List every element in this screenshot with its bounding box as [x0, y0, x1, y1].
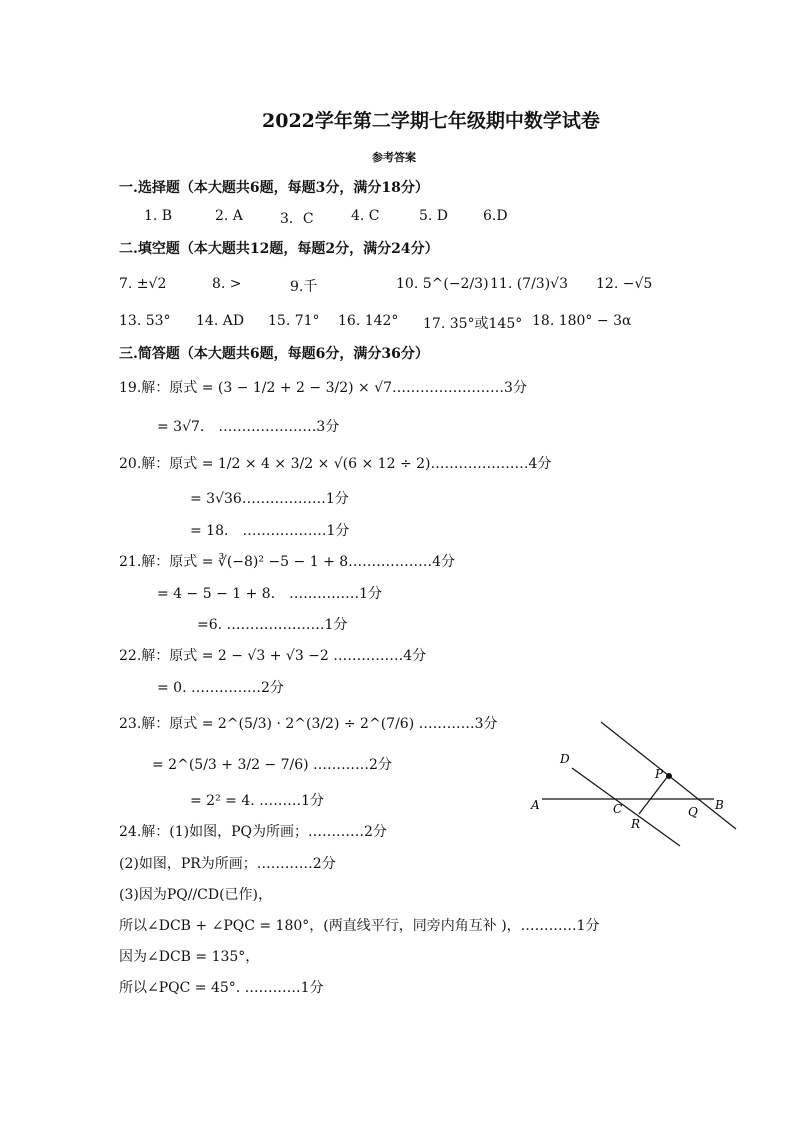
fill-answer: 9.千 [290, 279, 318, 295]
fill-answer: 17. 35°或145° [423, 316, 523, 332]
segment-pr [639, 776, 668, 814]
section-short-answer-heading: 三.简答题（本大题共6题，每题6分，满分36分） [119, 346, 429, 362]
section-choice-heading: 一.选择题（本大题共6题，每题3分，满分18分） [119, 180, 429, 196]
fill-answer: 18. 180° − 3α [532, 313, 632, 329]
page-title: 2022学年第二学期七年级期中数学试卷 [262, 110, 600, 132]
choice-answer: 5. D [419, 208, 449, 224]
geometry-figure [526, 716, 746, 856]
label-q: Q [688, 805, 698, 819]
section-fill-heading: 二.填空题（本大题共12题，每题2分，满分24分） [119, 241, 439, 257]
fill-answer: 10. 5^(−2/3) [396, 276, 489, 292]
q19-line: = 3√7． …………………3分 [157, 419, 340, 435]
q23-line: 23.解：原式 = 2^(5/3) · 2^(3/2) ÷ 2^(7/6) …………3分 [119, 716, 498, 732]
fill-answer: 15. 71° [268, 313, 320, 329]
q21-line: = 4 − 5 − 1 + 8． ……………1分 [157, 586, 383, 602]
label-r: R [631, 817, 641, 831]
q20-line: 20.解：原式 = 1/2 × 4 × 3/2 × √(6 × 12 ÷ 2)…………………4分 [119, 456, 552, 472]
fill-answer: 14. AD [196, 313, 245, 329]
q22-line: = 0. ……………2分 [157, 680, 284, 696]
q24-line: (2)如图，PR为所画；…………2分 [119, 856, 336, 872]
label-a: A [531, 798, 540, 812]
label-c: C [613, 802, 623, 816]
fill-answer: 16. 142° [338, 313, 399, 329]
choice-answer: 3．C [280, 211, 314, 227]
page-subtitle: 参考答案 [372, 151, 416, 164]
choice-answer: 1. B [144, 208, 173, 224]
q21-line: 21.解：原式 = ∛(−8)² −5 − 1 + 8………………4分 [119, 554, 456, 570]
label-d: D [560, 752, 570, 766]
q24-line: 所以∠DCB + ∠PQC = 180°，(两直线平行，同旁内角互补 )，…………1分 [119, 918, 600, 934]
q22-line: 22.解：原式 = 2 − √3 + √3 −2 ……………4分 [119, 648, 427, 664]
label-b: B [715, 798, 724, 812]
q24-line: 24.解：(1)如图，PQ为所画；…………2分 [119, 824, 387, 840]
point-p [666, 773, 672, 779]
fill-answer: 11. (7/3)√3 [490, 276, 568, 292]
choice-answer: 4. C [351, 208, 380, 224]
q24-line: (3)因为PQ//CD(已作)， [119, 887, 273, 903]
q21-line: =6. …………………1分 [197, 617, 348, 633]
fill-answer: 7. ±√2 [119, 276, 167, 292]
q20-line: = 18． ………………1分 [190, 523, 350, 539]
fill-answer: 8. > [212, 276, 242, 292]
choice-answer: 2. A [215, 208, 243, 224]
q23-line: = 2^(5/3 + 3/2 − 7/6) …………2分 [152, 757, 392, 773]
fill-answer: 12. −√5 [596, 276, 653, 292]
q24-line: 所以∠PQC = 45°. …………1分 [119, 980, 324, 996]
q19-line: 19.解：原式 = (3 − 1/2 + 2 − 3/2) × √7……………………3分 [119, 380, 527, 396]
label-p: P [655, 767, 664, 781]
q20-line: = 3√36………………1分 [190, 491, 349, 507]
choice-answer: 6.D [483, 208, 508, 224]
q23-line: = 2² = 4. ………1分 [190, 793, 325, 809]
fill-answer: 13. 53° [119, 313, 171, 329]
line-dc [572, 768, 680, 846]
q24-line: 因为∠DCB = 135°， [119, 949, 260, 965]
